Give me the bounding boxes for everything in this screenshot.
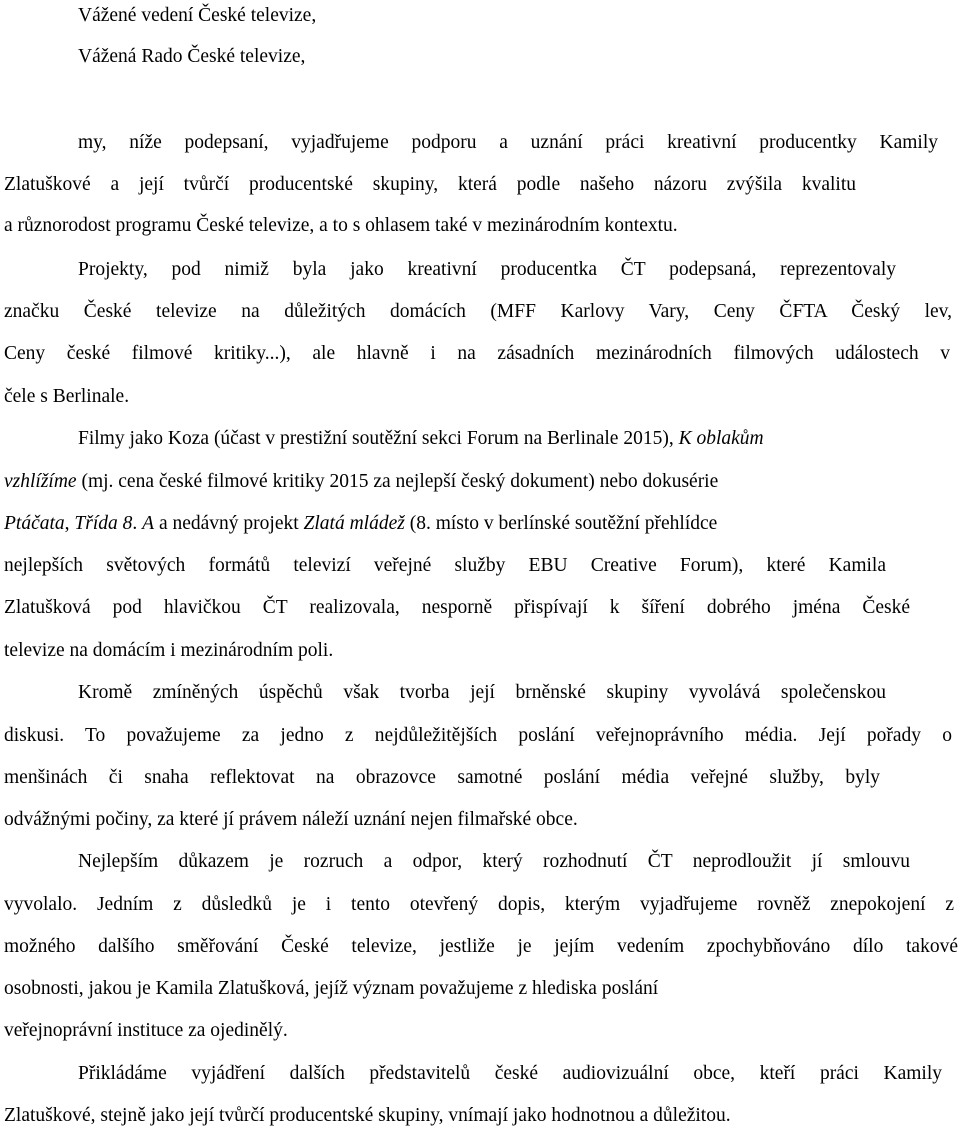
text-line: osobnosti, jakou je Kamila Zlatušková, jejíž význam považujeme z hlediska poslání — [4, 978, 659, 999]
text-line: možného dalšího směřování České televize, jestliže je jejím vedením zpochybňováno dílo takové — [4, 936, 958, 957]
text-line: diskusi. To považujeme za jedno z nejdůležitějších poslání veřejnoprávního média. Její pořady o — [4, 725, 952, 746]
text-line — [4, 472, 718, 492]
text-line: Zlatušková pod hlavičkou ČT realizovala, nesporně přispívají k šíření dobrého jména České — [4, 597, 910, 618]
text-line: televize na domácím i mezinárodním poli. — [4, 640, 334, 661]
text-line: Ceny české filmové kritiky...), ale hlavně i na zásadních mezinárodních filmových událostech v — [4, 343, 950, 364]
text-segment: (8. místo v berlínské soutěžní přehlídce — [404, 513, 718, 534]
text-line: Projekty, pod nimiž byla jako kreativní producentka ČT podepsaná, reprezentovaly — [78, 259, 896, 280]
text-line: my, níže podepsaní, vyjadřujeme podporu a uznání práci kreativní producentky Kamily — [78, 132, 938, 153]
text-line: značku České televize na důležitých domácích (MFF Karlovy Vary, Ceny ČFTA Český lev, — [4, 301, 952, 322]
film-title: K oblakům — [678, 428, 764, 449]
film-title: Třída 8 — [74, 513, 133, 534]
film-title: Ptáčata — [4, 513, 65, 534]
text-segment: , — [64, 513, 75, 534]
text-line: Zlatuškové, stejně jako její tvůrčí producentské skupiny, vnímají jako hodnotnou a důležitou. — [4, 1105, 731, 1126]
text-line: Zlatuškové a její tvůrčí producentské skupiny, která podle našeho názoru zvýšila kvalitu — [4, 174, 856, 195]
text-line: čele s Berlinale. — [4, 386, 130, 407]
salutation-council-board: Vážená Rado České televize, — [78, 46, 306, 67]
salutation-council-management: Vážené vedení České televize, — [78, 5, 317, 26]
text-line: Přikládáme vyjádření dalších představitelů české audiovizuální obce, kteří práci Kamily — [78, 1063, 942, 1084]
text-segment: . — [132, 513, 143, 534]
text-line — [4, 514, 717, 534]
text-line: nejlepších světových formátů televizí veřejné služby EBU Creative Forum), které Kamila — [4, 555, 886, 576]
text-line: menšinách či snaha reflektovat na obrazovce samotné poslání média veřejné služby, byly — [4, 767, 880, 788]
text-segment: Filmy jako Koza (účast v prestižní soutěžní sekci Forum na Berlinale 2015), — [78, 428, 679, 449]
film-title: Zlatá mládež — [303, 513, 405, 534]
text-line: a různorodost programu České televize, a to s ohlasem také v mezinárodním kontextu. — [4, 215, 678, 236]
text-line: odvážnými počiny, za které jí právem náleží uznání nejen filmařské obce. — [4, 809, 578, 830]
text-line: veřejnoprávní instituce za ojedinělý. — [4, 1020, 288, 1041]
text-line: Nejlepším důkazem je rozruch a odpor, který rozhodnutí ČT neprodloužit jí smlouvu — [78, 851, 910, 872]
text-line: vyvolalo. Jedním z důsledků je i tento otevřený dopis, kterým vyjadřujeme rovněž znepokojení z — [4, 894, 954, 915]
text-line: Kromě zmíněných úspěchů však tvorba její brněnské skupiny vyvolává společenskou — [78, 682, 886, 703]
film-title: vzhlížíme — [4, 471, 77, 492]
text-segment: a nedávný projekt — [154, 513, 304, 534]
text-segment: (mj. cena české filmové kritiky 2015 za nejlepší český dokument) nebo dokusérie — [76, 471, 719, 492]
text-line — [78, 429, 764, 449]
film-title: A — [142, 513, 155, 534]
